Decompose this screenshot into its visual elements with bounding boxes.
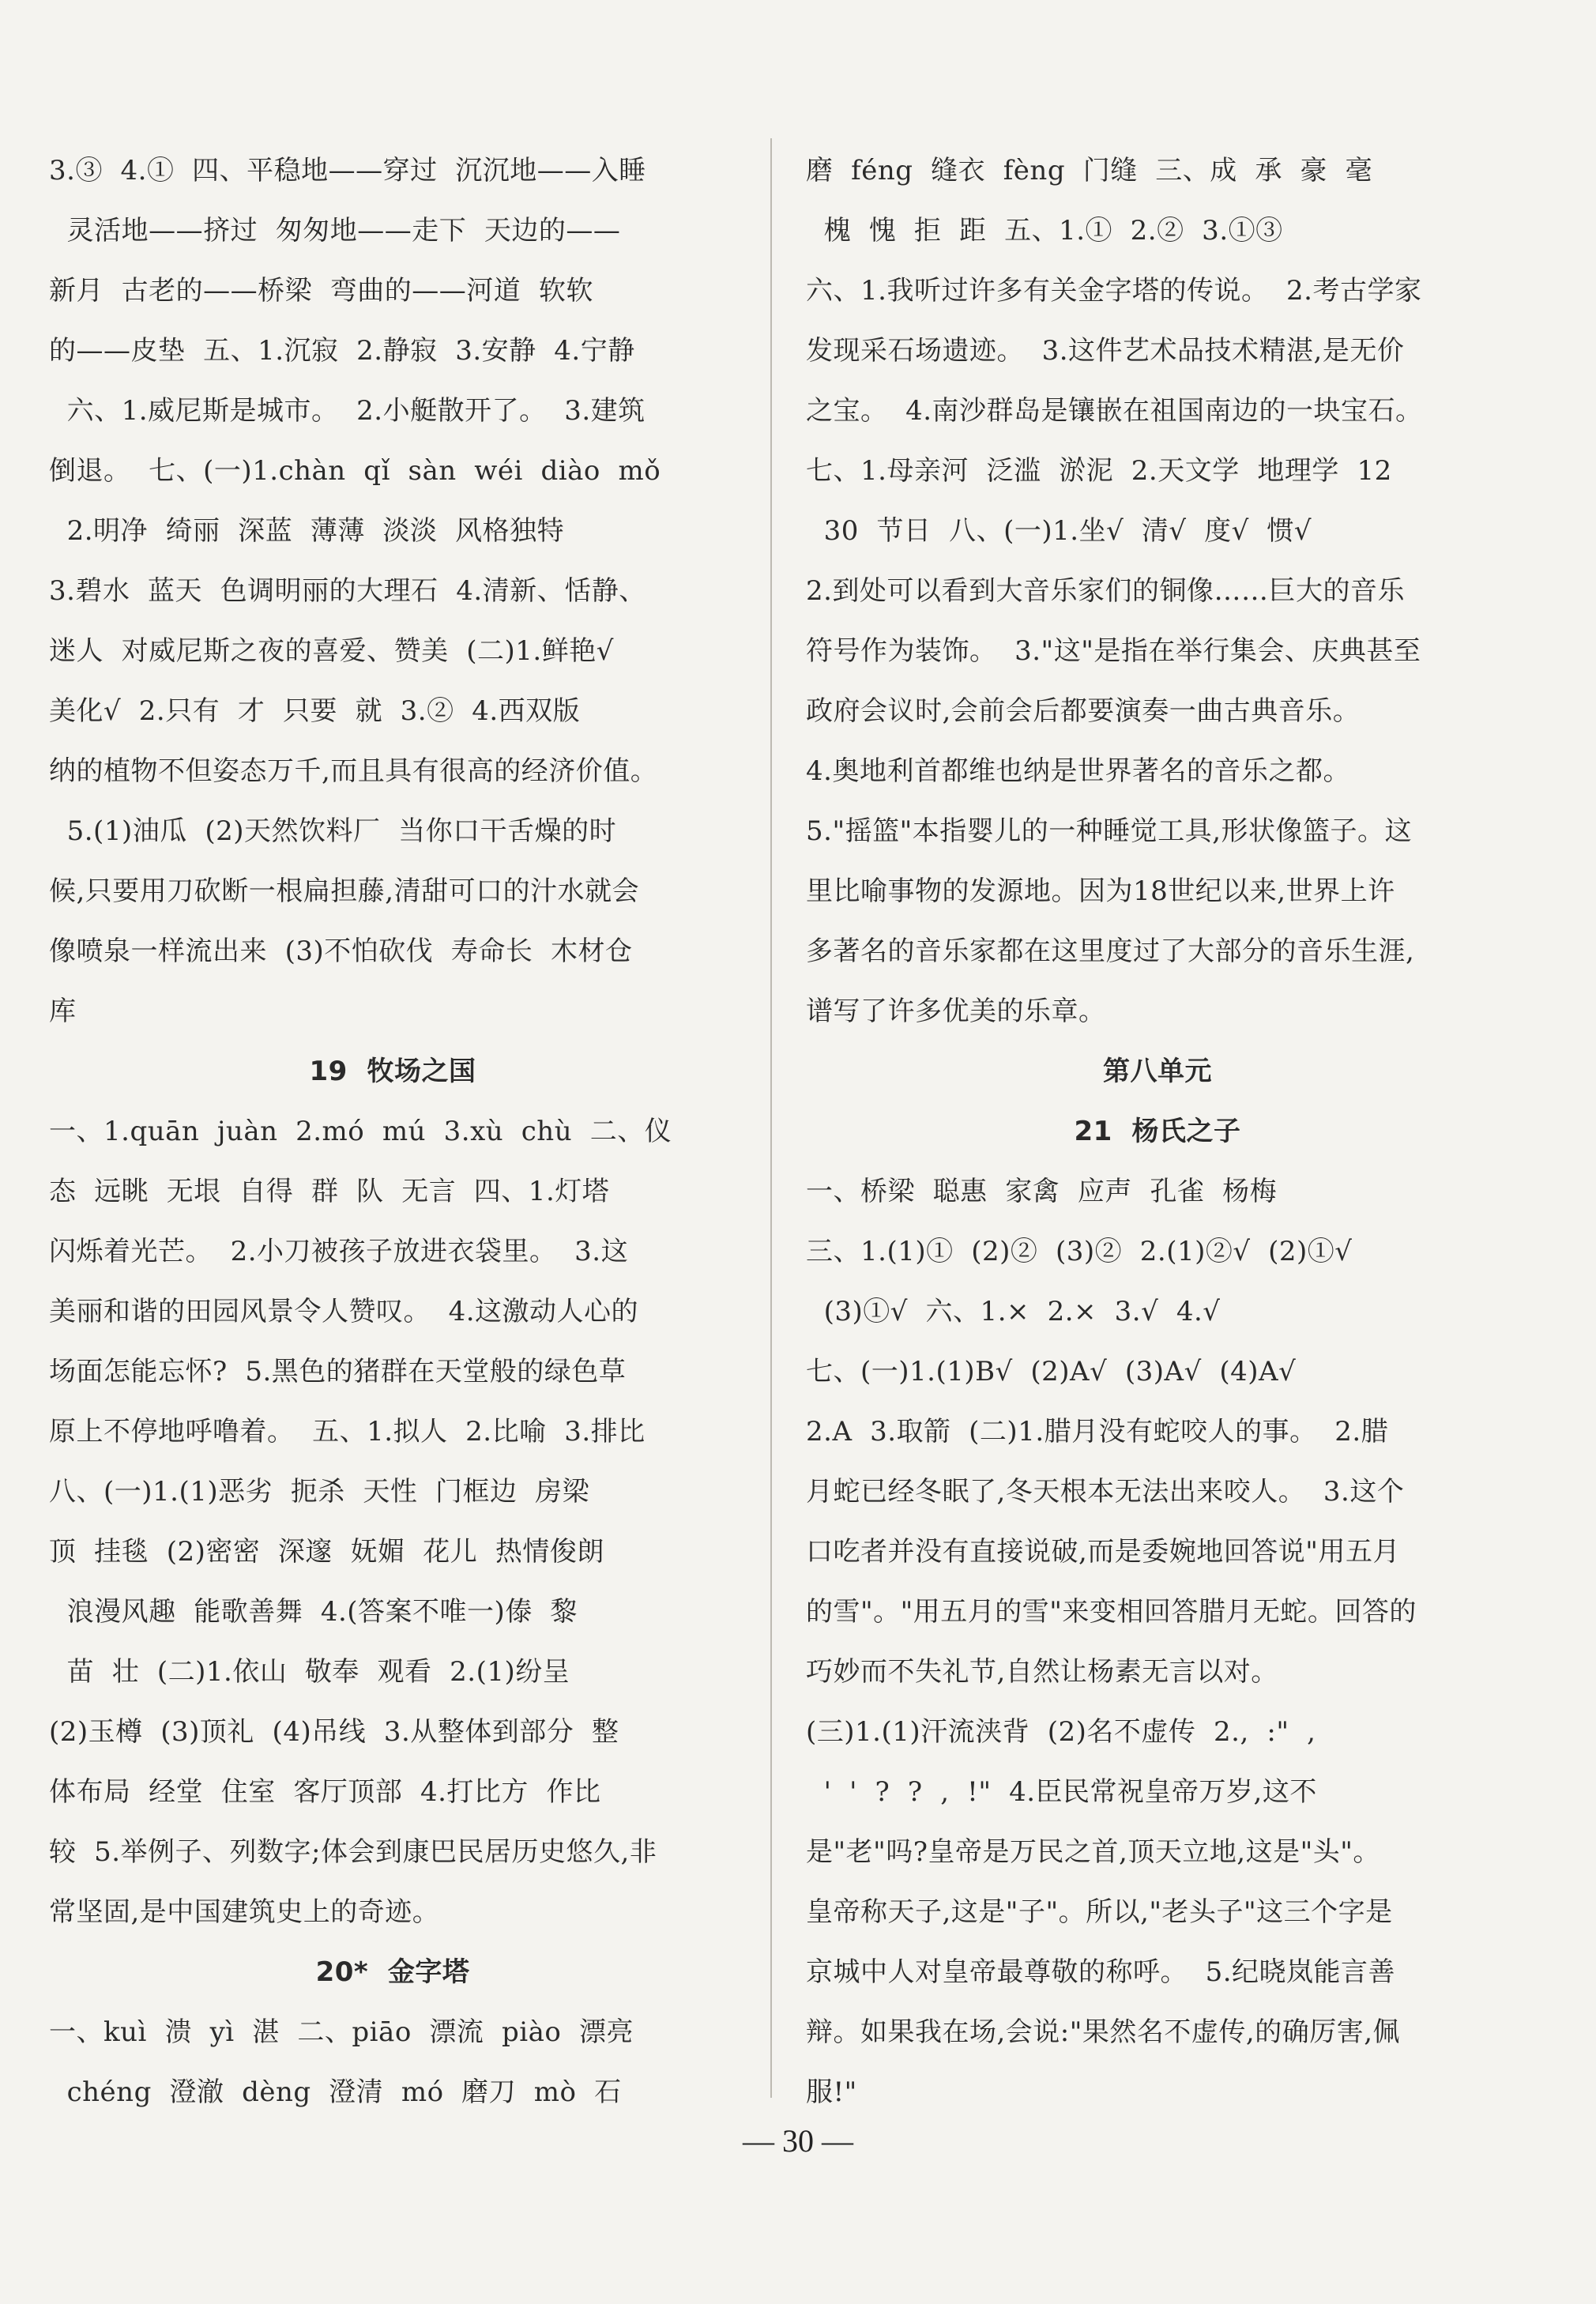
text-line: 常坚固,是中国建筑史上的奇迹。 bbox=[49, 1896, 440, 1928]
text-line: 的雪"。"用五月的雪"来变相回答腊月无蛇。回答的 bbox=[806, 1596, 1417, 1628]
text-line: 服!" bbox=[806, 2076, 857, 2108]
text-line: 皇帝称天子,这是"子"。所以,"老头子"这三个字是 bbox=[806, 1896, 1393, 1928]
text-line: 六、1.我听过许多有关金字塔的传说。 2.考古学家 bbox=[806, 275, 1422, 307]
text-line: 京城中人对皇帝最尊敬的称呼。 5.纪晓岚能言善 bbox=[806, 1956, 1396, 1988]
text-line: 态 远眺 无垠 自得 群 队 无言 四、1.灯塔 bbox=[49, 1176, 610, 1207]
text-line: 六、1.威尼斯是城市。 2.小艇散开了。 3.建筑 bbox=[49, 395, 646, 427]
text-line: 新月 古老的——桥梁 弯曲的——河道 软软 bbox=[49, 275, 593, 307]
text-line: 倒退。 七、(一)1.chàn qǐ sàn wéi diào mǒ bbox=[49, 455, 661, 487]
text-line: 浪漫风趣 能歌善舞 4.(答案不唯一)傣 黎 bbox=[49, 1596, 578, 1628]
text-line: 谱写了许多优美的乐章。 bbox=[806, 996, 1106, 1027]
column-divider bbox=[770, 138, 772, 2098]
text-line: 灵活地——挤过 匆匆地——走下 天边的—— bbox=[49, 215, 621, 247]
text-line: 3.③ 4.① 四、平稳地——穿过 沉沉地——入睡 bbox=[49, 155, 646, 186]
text-line: 多著名的音乐家都在这里度过了大部分的音乐生涯, bbox=[806, 936, 1415, 967]
text-line: chéng 澄澈 dèng 澄清 mó 磨刀 mò 石 bbox=[49, 2076, 622, 2108]
text-line: 月蛇已经冬眠了,冬天根本无法出来咬人。 3.这个 bbox=[806, 1476, 1405, 1508]
text-line: 2.明净 绮丽 深蓝 薄薄 淡淡 风格独特 bbox=[49, 515, 565, 547]
text-line: 美丽和谐的田园风景令人赞叹。 4.这激动人心的 bbox=[49, 1296, 639, 1327]
text-line: 苗 壮 (二)1.依山 敬奉 观看 2.(1)纷呈 bbox=[49, 1656, 570, 1688]
text-line: (2)玉樽 (3)顶礼 (4)吊线 3.从整体到部分 整 bbox=[49, 1716, 619, 1748]
text-line: 场面怎能忘怀? 5.黑色的猪群在天堂般的绿色草 bbox=[49, 1356, 627, 1387]
text-line: 2.到处可以看到大音乐家们的铜像……巨大的音乐 bbox=[806, 575, 1405, 607]
text-line: 三、1.(1)① (2)② (3)② 2.(1)②√ (2)①√ bbox=[806, 1236, 1353, 1267]
text-line: 磨 féng 缝衣 fèng 门缝 三、成 承 豪 毫 bbox=[806, 155, 1373, 186]
text-line: 库 bbox=[49, 996, 77, 1027]
text-line: 巧妙而不失礼节,自然让杨素无言以对。 bbox=[806, 1656, 1278, 1688]
text-line: 一、1.quān juàn 2.mó mú 3.xù chù 二、仪 bbox=[49, 1116, 672, 1147]
text-line: 的——皮垫 五、1.沉寂 2.静寂 3.安静 4.宁静 bbox=[49, 335, 635, 367]
text-line: 发现采石场遗迹。 3.这件艺术品技术精湛,是无价 bbox=[806, 335, 1405, 367]
text-line: 迷人 对威尼斯之夜的喜爱、赞美 (二)1.鲜艳√ bbox=[49, 635, 614, 667]
text-line: 3.碧水 蓝天 色调明丽的大理石 4.清新、恬静、 bbox=[49, 575, 646, 607]
text-line: 5.(1)油瓜 (2)天然饮料厂 当你口干舌燥的时 bbox=[49, 815, 617, 847]
text-line: (三)1.(1)汗流浃背 (2)名不虚传 2., :" , bbox=[806, 1716, 1316, 1748]
text-line: 一、kuì 溃 yì 湛 二、piāo 漂流 piào 漂亮 bbox=[49, 2016, 634, 2048]
text-line: 里比喻事物的发源地。因为18世纪以来,世界上许 bbox=[806, 875, 1395, 907]
text-line: (3)①√ 六、1.× 2.× 3.√ 4.√ bbox=[806, 1296, 1221, 1327]
text-line: 候,只要用刀砍断一根扁担藤,清甜可口的汁水就会 bbox=[49, 875, 640, 907]
page-number: — 30 — bbox=[743, 2123, 853, 2159]
text-line: 口吃者并没有直接说破,而是委婉地回答说"用五月 bbox=[806, 1536, 1400, 1568]
text-line: 原上不停地呼噜着。 五、1.拟人 2.比喻 3.排比 bbox=[49, 1416, 646, 1448]
text-line: 30 节日 八、(一)1.坐√ 清√ 度√ 惯√ bbox=[806, 515, 1312, 547]
text-line: 顶 挂毯 (2)密密 深邃 妩媚 花儿 热情俊朗 bbox=[49, 1536, 604, 1568]
text-line: 一、桥梁 聪惠 家禽 应声 孔雀 杨梅 bbox=[806, 1176, 1278, 1207]
section-heading-21: 21 杨氏之子 bbox=[1074, 1116, 1241, 1147]
text-line: 槐 愧 拒 距 五、1.① 2.② 3.①③ bbox=[806, 215, 1283, 247]
text-line: 4.奥地利首都维也纳是世界著名的音乐之都。 bbox=[806, 755, 1350, 787]
text-line: 政府会议时,会前会后都要演奏一曲古典音乐。 bbox=[806, 695, 1361, 727]
text-line: 八、(一)1.(1)恶劣 扼杀 天性 门框边 房梁 bbox=[49, 1476, 590, 1508]
left-column bbox=[49, 141, 736, 2122]
text-line: 体布局 经堂 住室 客厅顶部 4.打比方 作比 bbox=[49, 1776, 601, 1808]
text-line: 符号作为装饰。 3."这"是指在举行集会、庆典甚至 bbox=[806, 635, 1421, 667]
text-line: 像喷泉一样流出来 (3)不怕砍伐 寿命长 木材仓 bbox=[49, 936, 633, 967]
text-line: 5."摇篮"本指婴儿的一种睡觉工具,形状像篮子。这 bbox=[806, 815, 1413, 847]
text-line: 较 5.举例子、列数字;体会到康巴民居历史悠久,非 bbox=[49, 1836, 657, 1868]
text-line: 2.A 3.取箭 (二)1.腊月没有蛇咬人的事。 2.腊 bbox=[806, 1416, 1389, 1448]
text-line: 美化√ 2.只有 才 只要 就 3.② 4.西双版 bbox=[49, 695, 581, 727]
unit-heading: 第八单元 bbox=[1103, 1056, 1212, 1087]
text-line: 之宝。 4.南沙群岛是镶嵌在祖国南边的一块宝石。 bbox=[806, 395, 1423, 427]
section-heading-20: 20* 金字塔 bbox=[315, 1956, 470, 1988]
text-line: 纳的植物不但姿态万千,而且具有很高的经济价值。 bbox=[49, 755, 658, 787]
text-line: 七、1.母亲河 泛滥 淤泥 2.天文学 地理学 12 bbox=[806, 455, 1392, 487]
text-line: 辩。如果我在场,会说:"果然名不虚传,的确厉害,佩 bbox=[806, 2016, 1401, 2048]
text-line: ' ' ? ? , !" 4.臣民常祝皇帝万岁,这不 bbox=[806, 1776, 1317, 1808]
section-heading-19: 19 牧场之国 bbox=[309, 1056, 476, 1087]
text-line: 闪烁着光芒。 2.小刀被孩子放进衣袋里。 3.这 bbox=[49, 1236, 629, 1267]
text-line: 是"老"吗?皇帝是万民之首,顶天立地,这是"头"。 bbox=[806, 1836, 1380, 1868]
text-line: 七、(一)1.(1)B√ (2)A√ (3)A√ (4)A√ bbox=[806, 1356, 1297, 1387]
right-column bbox=[806, 141, 1509, 2122]
